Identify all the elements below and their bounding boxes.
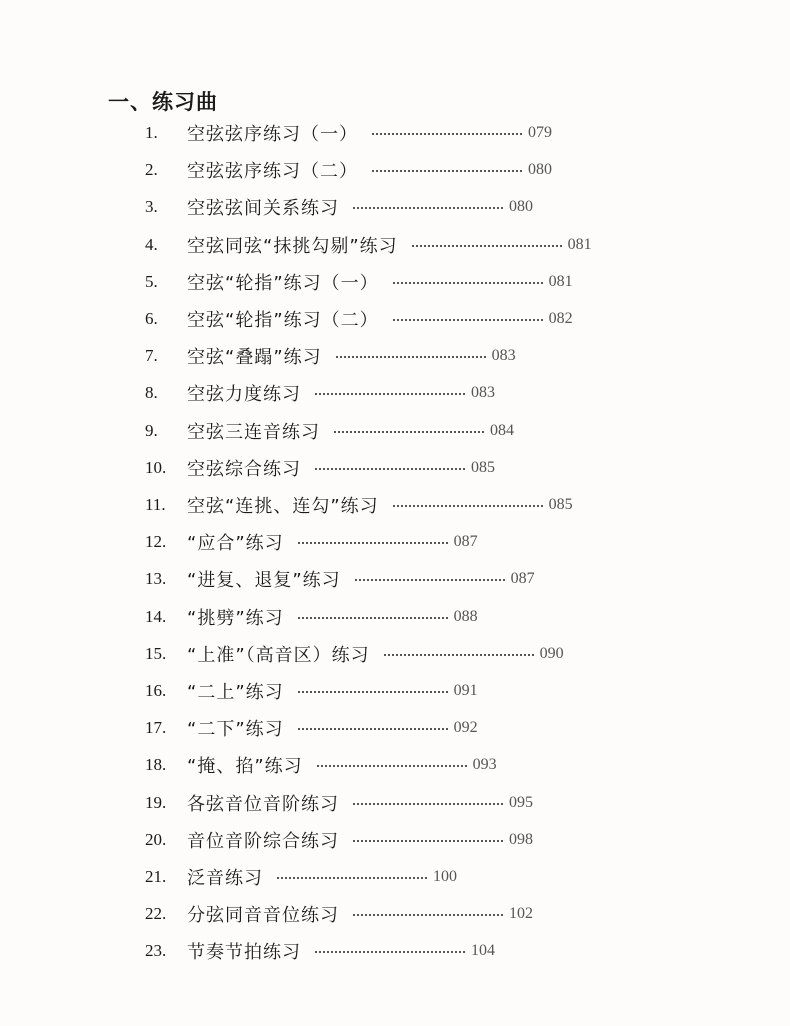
dot-leader xyxy=(298,718,448,730)
entry-number: 19. xyxy=(145,792,167,812)
entry-page-number: 081 xyxy=(567,235,592,253)
entry-title: 空弦同弦“抹挑勾剔”练习 xyxy=(187,235,398,257)
entry-page-number: 088 xyxy=(453,607,478,625)
entry-page-number: 087 xyxy=(453,533,478,551)
entry-title: “进复、退复”练习 xyxy=(187,570,341,592)
entry-number: 11. xyxy=(145,495,166,514)
entry-page-number: 098 xyxy=(509,830,533,848)
entry-number: 6. xyxy=(145,309,158,328)
toc-entry xyxy=(145,192,533,222)
entry-title: 空弦力度练习 xyxy=(187,384,301,406)
entry-number: 3. xyxy=(145,197,158,217)
dot-leader xyxy=(353,904,503,916)
toc-entry xyxy=(145,564,535,594)
entry-number: 15. xyxy=(145,643,167,663)
entry-title: 空弦弦序练习（一） xyxy=(187,124,358,145)
entry-page-number: 087 xyxy=(510,570,535,588)
toc-entry xyxy=(145,676,478,706)
entry-number: 9. xyxy=(145,420,158,440)
toc-entry xyxy=(145,304,573,334)
dot-leader xyxy=(334,421,484,433)
toc-entry xyxy=(145,788,533,818)
dot-leader xyxy=(353,830,503,842)
entry-title: 空弦三连音练习 xyxy=(187,421,320,443)
entry-page-number: 090 xyxy=(539,644,564,662)
toc-entry xyxy=(145,267,573,297)
dot-leader xyxy=(298,607,448,619)
toc-entry xyxy=(145,416,514,446)
entry-title: “应合”练习 xyxy=(187,533,284,555)
entry-page-number: 081 xyxy=(548,272,573,290)
dot-leader xyxy=(372,123,522,135)
entry-number: 8. xyxy=(145,383,158,403)
entry-page-number: 091 xyxy=(453,682,478,699)
entry-title: 分弦同音音位练习 xyxy=(187,905,339,927)
dot-leader xyxy=(277,867,427,879)
entry-number: 14. xyxy=(145,606,167,626)
dot-leader xyxy=(336,346,486,358)
toc-entry xyxy=(145,713,478,743)
dot-leader xyxy=(372,160,522,172)
entry-title: 空弦“轮指”练习（一） xyxy=(187,272,379,294)
toc-entry xyxy=(145,341,516,371)
entry-page-number: 102 xyxy=(509,905,533,923)
toc-entry xyxy=(145,825,533,855)
section-title: 一、练习曲 xyxy=(108,90,218,114)
entry-title: 泛音练习 xyxy=(187,868,263,889)
entry-number: 21. xyxy=(145,867,167,886)
entry-title: 音位音阶综合练习 xyxy=(187,830,339,852)
toc-entry xyxy=(145,936,495,966)
entry-title: 空弦“叠蹋”练习 xyxy=(187,347,322,369)
toc-entry xyxy=(145,527,478,557)
dot-leader xyxy=(315,383,465,395)
dot-leader xyxy=(393,309,543,321)
toc-entry xyxy=(145,490,573,520)
dot-leader xyxy=(393,272,543,284)
dot-leader xyxy=(317,755,467,767)
entry-page-number: 100 xyxy=(433,868,457,885)
toc-entry xyxy=(145,155,552,185)
dot-leader xyxy=(315,458,465,470)
entry-page-number: 084 xyxy=(490,421,514,439)
entry-page-number: 085 xyxy=(548,496,573,513)
toc-entry xyxy=(145,899,533,929)
entry-page-number: 080 xyxy=(509,198,533,216)
entry-page-number: 095 xyxy=(509,793,533,811)
entry-title: “二下”练习 xyxy=(187,719,284,741)
entry-title: 空弦“轮指”练习（二） xyxy=(187,310,379,331)
entry-number: 7. xyxy=(145,346,158,366)
toc-entry xyxy=(145,639,564,669)
dot-leader xyxy=(353,197,503,209)
toc-entry xyxy=(145,862,457,892)
entry-number: 5. xyxy=(145,271,158,291)
entry-title: 节奏节拍练习 xyxy=(187,942,301,964)
toc-entry xyxy=(145,378,495,408)
toc-entry xyxy=(145,750,497,780)
entry-title: 各弦音位音阶练习 xyxy=(187,793,339,815)
dot-leader xyxy=(393,495,543,507)
toc-entry xyxy=(145,602,478,632)
entry-number: 12. xyxy=(145,532,167,552)
dot-leader xyxy=(384,644,534,656)
entry-page-number: 083 xyxy=(491,347,516,365)
dot-leader xyxy=(315,941,465,953)
entry-title: 空弦弦间关系练习 xyxy=(187,198,339,220)
entry-page-number: 104 xyxy=(471,942,495,960)
entry-page-number: 085 xyxy=(471,458,495,476)
entry-title: 空弦“连挑、连勾”练习 xyxy=(187,496,379,517)
dot-leader xyxy=(353,793,503,805)
entry-number: 2. xyxy=(145,160,158,180)
dot-leader xyxy=(355,569,505,581)
entry-number: 4. xyxy=(145,234,158,254)
entry-page-number: 093 xyxy=(472,756,497,774)
entry-title: 空弦弦序练习（二） xyxy=(187,161,358,183)
entry-number: 22. xyxy=(145,904,167,924)
toc-entry xyxy=(145,118,552,148)
entry-page-number: 092 xyxy=(453,719,478,737)
dot-leader xyxy=(412,235,562,247)
entry-number: 18. xyxy=(145,755,167,775)
entry-title: “掩、掐”练习 xyxy=(187,756,303,778)
entry-number: 17. xyxy=(145,718,167,738)
entry-number: 20. xyxy=(145,829,167,849)
entry-number: 10. xyxy=(145,457,167,477)
entry-page-number: 080 xyxy=(528,161,552,179)
toc-entry xyxy=(145,453,495,483)
entry-page-number: 082 xyxy=(548,310,573,327)
entry-number: 13. xyxy=(145,569,167,589)
entry-page-number: 079 xyxy=(528,124,552,141)
entry-number: 1. xyxy=(145,123,158,142)
entry-title: “上准”（高音区）练习 xyxy=(187,644,370,666)
entry-number: 23. xyxy=(145,941,167,961)
entry-title: 空弦综合练习 xyxy=(187,458,301,480)
dot-leader xyxy=(298,681,448,693)
entry-title: “二上”练习 xyxy=(187,682,284,703)
entry-title: “挑劈”练习 xyxy=(187,607,284,629)
entry-number: 16. xyxy=(145,681,167,700)
toc-entry xyxy=(145,230,592,260)
entry-page-number: 083 xyxy=(471,384,495,402)
dot-leader xyxy=(298,532,448,544)
